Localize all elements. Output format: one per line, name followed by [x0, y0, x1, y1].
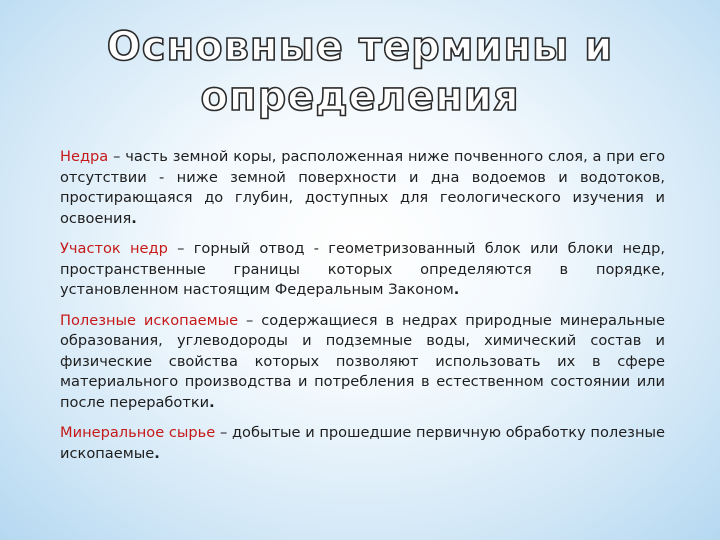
definition-poleznye-iskopaemye-text: – содержащиеся в недрах природные минеральные образования, углеводороды и подземные воды, химический состав и физические свойства которых позволяют использовать их в сфере материального производства и потребления в естественном состоянии или после переработки — [60, 311, 665, 411]
definition-mineralnoe-syre-end: . — [154, 444, 160, 462]
definition-uchastok-nedr — [60, 239, 665, 301]
definition-nedra-end: . — [131, 209, 137, 227]
term-poleznye-iskopaemye: Полезные ископаемые — [60, 311, 239, 329]
definition-poleznye-iskopaemye-end: . — [209, 393, 215, 411]
term-nedra: Недра — [60, 148, 109, 165]
slide-title — [0, 22, 720, 122]
slide-title-line-1: Основные термины и — [106, 24, 614, 70]
definitions-list — [60, 147, 665, 474]
definition-uchastok-nedr-text: – горный отвод - геометризованный блок или блоки недр, пространственные границы которых определяются в порядке, установленном настоящим Федеральным Законом — [60, 240, 665, 298]
definition-mineralnoe-syre — [60, 423, 665, 464]
definition-nedra-text: – часть земной коры, расположенная ниже почвенного слоя, а при его отсутствии - ниже земной поверхности и дна водоемов и водотоков, простирающаяся до глубин, доступных для геологического изучения и освоения — [60, 148, 665, 227]
term-uchastok-nedr: Участок недр — [60, 240, 168, 257]
term-mineralnoe-syre: Минеральное сырье — [60, 424, 216, 441]
definition-nedra — [60, 147, 665, 229]
definition-poleznye-iskopaemye — [60, 311, 665, 414]
slide-title-line-2: определения — [200, 74, 520, 120]
definition-mineralnoe-syre-text: – добытые и прошедшие первичную обработку полезные ископаемые — [60, 424, 665, 462]
definition-uchastok-nedr-end: . — [453, 281, 460, 298]
